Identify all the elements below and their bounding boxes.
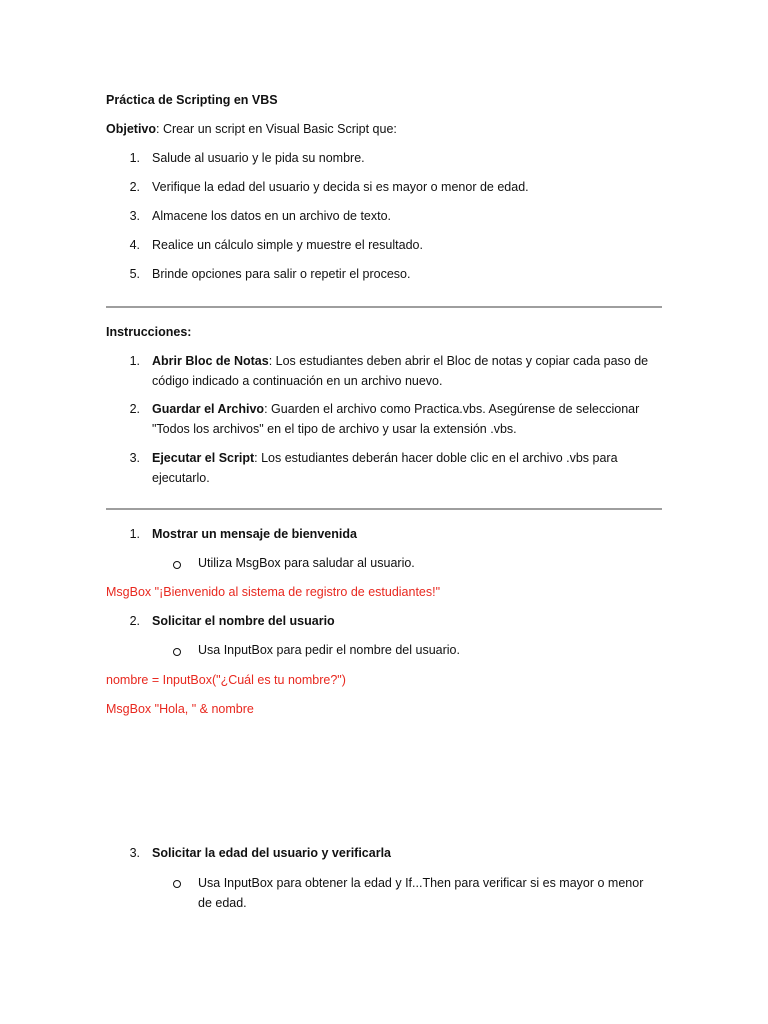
hollow-bullet-icon bbox=[173, 561, 181, 569]
horizontal-divider bbox=[106, 306, 662, 308]
instructions-heading: Instrucciones: bbox=[106, 325, 192, 339]
instruction-text: : Guarden el archivo como Practica.vbs. Asegúrense de seleccionar "Todos los archivos" en el tipo de archivo y usar la extensión .vbs. bbox=[152, 402, 640, 436]
list-item bbox=[152, 448, 652, 488]
hollow-bullet-icon bbox=[173, 880, 181, 888]
list-item-number: 4. bbox=[129, 238, 140, 252]
step-number: 2. bbox=[129, 614, 140, 628]
list-item: Verifique la edad del usuario y decida si es mayor o menor de edad. bbox=[152, 180, 529, 194]
list-item bbox=[152, 399, 652, 439]
step-number: 3. bbox=[129, 846, 140, 860]
horizontal-divider bbox=[106, 508, 662, 510]
list-item-number: 1. bbox=[129, 354, 140, 368]
list-item: Almacene los datos en un archivo de texto. bbox=[152, 209, 392, 223]
step-bullet-text: Utiliza MsgBox para saludar al usuario. bbox=[198, 556, 415, 570]
list-item-number: 3. bbox=[129, 451, 140, 465]
list-item: Realice un cálculo simple y muestre el resultado. bbox=[152, 238, 423, 252]
document-title: Práctica de Scripting en VBS bbox=[106, 93, 278, 107]
list-item bbox=[152, 351, 662, 391]
list-item-number: 5. bbox=[129, 267, 140, 281]
instruction-label: Abrir Bloc de Notas bbox=[152, 354, 269, 368]
instruction-text: : Los estudiantes deben abrir el Bloc de notas y copiar cada paso de código indicado a continuación en un archivo nuevo. bbox=[152, 354, 649, 388]
instruction-label: Ejecutar el Script bbox=[152, 451, 255, 465]
hollow-bullet-icon bbox=[173, 648, 181, 656]
objective-label: Objetivo bbox=[106, 122, 157, 136]
list-item-number: 3. bbox=[129, 209, 140, 223]
instruction-label: Guardar el Archivo bbox=[152, 402, 265, 416]
instruction-text: : Los estudiantes deberán hacer doble clic en el archivo .vbs para ejecutarlo. bbox=[152, 451, 618, 485]
code-line: MsgBox "¡Bienvenido al sistema de registro de estudiantes!" bbox=[106, 585, 441, 599]
list-item: Brinde opciones para salir o repetir el proceso. bbox=[152, 267, 411, 281]
list-item-number: 2. bbox=[129, 402, 140, 416]
list-item: Salude al usuario y le pida su nombre. bbox=[152, 151, 365, 165]
step-bullet-text: Usa InputBox para obtener la edad y If...Then para verificar si es mayor o menor de edad. bbox=[198, 876, 644, 910]
list-item-number: 1. bbox=[129, 151, 140, 165]
code-line: MsgBox "Hola, " & nombre bbox=[106, 702, 254, 716]
step-bullet-text: Usa InputBox para pedir el nombre del usuario. bbox=[198, 643, 460, 657]
objective-text: : Crear un script en Visual Basic Script que: bbox=[156, 122, 397, 136]
step-heading: Solicitar el nombre del usuario bbox=[152, 614, 335, 628]
step-number: 1. bbox=[129, 527, 140, 541]
code-line: nombre = InputBox("¿Cuál es tu nombre?") bbox=[106, 673, 346, 687]
step-heading: Solicitar la edad del usuario y verificarla bbox=[152, 846, 391, 860]
objective-line bbox=[106, 122, 397, 136]
list-item-number: 2. bbox=[129, 180, 140, 194]
step-heading: Mostrar un mensaje de bienvenida bbox=[152, 527, 357, 541]
